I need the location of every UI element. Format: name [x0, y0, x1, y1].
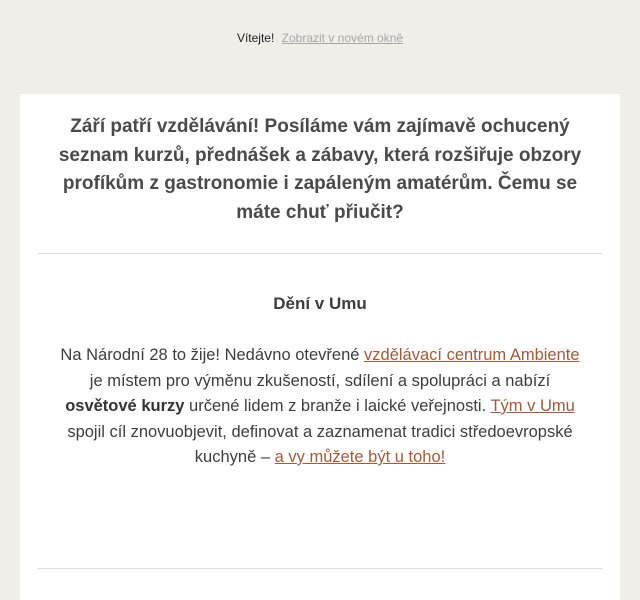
- courses-emphasis: osvětové kurzy: [65, 397, 185, 415]
- team-link[interactable]: Tým v Umu: [490, 397, 575, 415]
- body-text-segment: je místem pro výměnu zkušeností, sdílení a spolupráci a nabízí: [89, 371, 551, 390]
- join-link[interactable]: a vy můžete být u toho!: [274, 448, 446, 466]
- body-text-segment: určené lidem z branže i laické veřejnosti.: [184, 397, 491, 415]
- email-content-card: [20, 94, 620, 600]
- body-text-segment: Na Národní 28 to žije! Nedávno otevřené: [60, 346, 365, 364]
- view-in-new-window-link[interactable]: Zobrazit v novém okně: [281, 31, 404, 45]
- section-title: Dění v Umu: [273, 294, 367, 313]
- body-text-segment: spojil cíl znovuobjevit, definovat a zaznamenat tradici středoevropské kuchyně –: [67, 422, 573, 466]
- greeting-text: Vítejte!: [236, 31, 275, 45]
- preheader: [0, 31, 640, 45]
- intro-heading: Září patří vzdělávání! Posíláme vám zajímavě ochucený seznam kurzů, přednášek a zábavy, která rozšiřuje obzory profíkům z gastronomie i zapáleným amatérům. Čemu se máte chuť přiučit?: [58, 116, 582, 223]
- section-body: [60, 343, 580, 471]
- divider: [38, 568, 602, 569]
- divider: [38, 253, 602, 254]
- education-center-link[interactable]: vzdělávací centrum Ambiente: [364, 346, 580, 364]
